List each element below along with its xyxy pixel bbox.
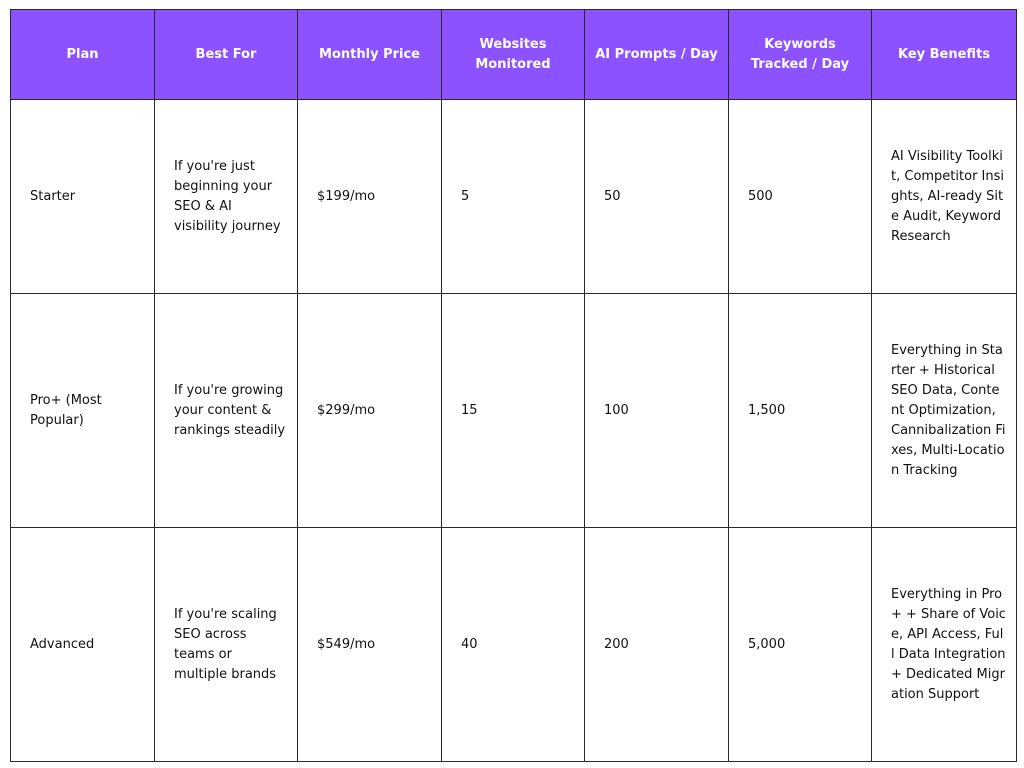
cell-plan: Advanced xyxy=(11,528,155,762)
cell-keywords: 1,500 xyxy=(729,294,872,528)
cell-plan: Pro+ (Most Popular) xyxy=(11,294,155,528)
cell-websites: 40 xyxy=(442,528,585,762)
table-row xyxy=(11,294,1017,528)
cell-price: $549/mo xyxy=(298,528,442,762)
cell-prompts: 100 xyxy=(585,294,729,528)
cell-best-for: If you're scaling SEO across teams or multiple brands xyxy=(155,528,298,762)
cell-benefits: Everything in Pro+ + Share of Voice, API Access, Full Data Integration + Dedicated Migration Support xyxy=(872,528,1017,762)
header-best-for: Best For xyxy=(155,10,298,100)
cell-price: $199/mo xyxy=(298,100,442,294)
table-row xyxy=(11,100,1017,294)
cell-best-for: If you're growing your content & rankings steadily xyxy=(155,294,298,528)
cell-keywords: 500 xyxy=(729,100,872,294)
cell-prompts: 50 xyxy=(585,100,729,294)
header-monthly-price: Monthly Price xyxy=(298,10,442,100)
header-websites-monitored: Websites Monitored xyxy=(442,10,585,100)
cell-keywords: 5,000 xyxy=(729,528,872,762)
table-row xyxy=(11,528,1017,762)
cell-prompts: 200 xyxy=(585,528,729,762)
cell-price: $299/mo xyxy=(298,294,442,528)
cell-websites: 15 xyxy=(442,294,585,528)
cell-benefits: Everything in Starter + Historical SEO Data, Content Optimization, Cannibalization Fixes, Multi-Location Tracking xyxy=(872,294,1017,528)
header-key-benefits: Key Benefits xyxy=(872,10,1017,100)
header-ai-prompts: AI Prompts / Day xyxy=(585,10,729,100)
cell-websites: 5 xyxy=(442,100,585,294)
table-header-row xyxy=(11,10,1017,100)
cell-best-for: If you're just beginning your SEO & AI visibility journey xyxy=(155,100,298,294)
header-keywords-tracked: Keywords Tracked / Day xyxy=(729,10,872,100)
header-plan: Plan xyxy=(11,10,155,100)
cell-plan: Starter xyxy=(11,100,155,294)
pricing-table xyxy=(10,9,1017,762)
cell-benefits: AI Visibility Toolkit, Competitor Insights, AI-ready Site Audit, Keyword Research xyxy=(872,100,1017,294)
